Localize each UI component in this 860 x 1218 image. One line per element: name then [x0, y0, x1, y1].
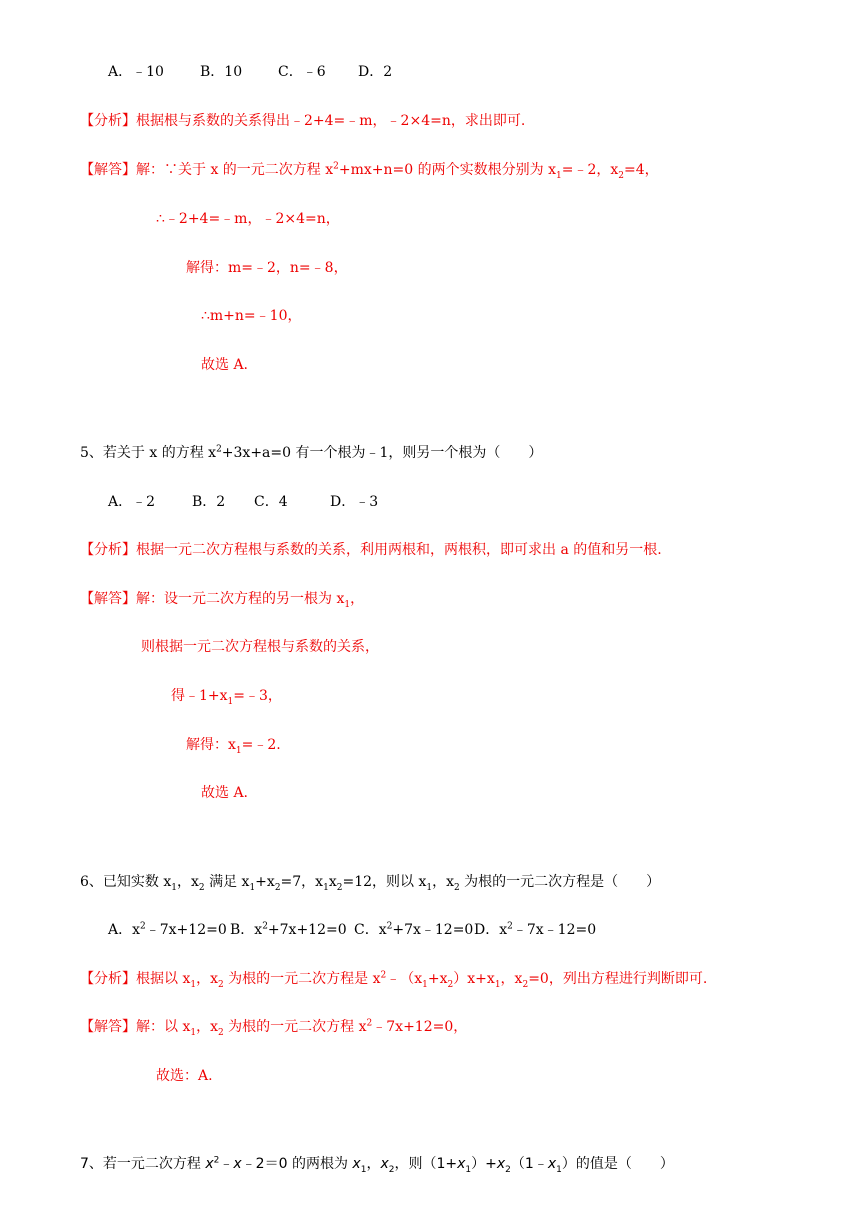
subscript: 1	[360, 1164, 367, 1175]
analysis-text: ，x	[500, 971, 523, 987]
answer-tag: 【解答】	[80, 162, 136, 178]
subscript: 1	[465, 1164, 472, 1175]
analysis-tag: 【分析】	[80, 542, 136, 558]
q4-option-d: D．2	[358, 64, 393, 80]
q5-answer	[80, 589, 364, 609]
answer-text: ，	[350, 591, 365, 607]
subscript: 2	[454, 882, 460, 893]
q6-option-c	[354, 920, 474, 940]
q5-option-c: C．4	[254, 494, 288, 510]
q4-options	[108, 62, 392, 82]
subscript: 1	[344, 599, 351, 610]
answer-text: ，x	[196, 1019, 218, 1035]
variable: x	[457, 1156, 466, 1172]
option-text: B．x	[230, 922, 263, 938]
step-text: 得﹣1+x	[171, 688, 228, 704]
answer-text: ﹣7x+12=0，	[372, 1019, 468, 1035]
q6-answer	[80, 1017, 467, 1037]
answer-text: 为根的一元二次方程 x	[223, 1019, 367, 1035]
subscript: 2	[336, 882, 343, 893]
q5-option-a: A．﹣2	[108, 494, 156, 510]
step-text: =﹣3，	[233, 688, 282, 704]
variable: x	[352, 1156, 361, 1172]
question-text: 5、若关于 x 的方程 x	[80, 445, 217, 461]
q4-option-a: A．﹣10	[108, 64, 164, 80]
analysis-text: ）x+x	[453, 971, 495, 987]
subscript: 1	[426, 882, 433, 893]
question-text: ，则（1+	[394, 1156, 458, 1172]
q6-option-a	[108, 920, 230, 940]
q4-step-3: ∴m+n=﹣10，	[201, 308, 302, 324]
q4-step-4: 故选 A.	[201, 357, 249, 373]
question-text: +x	[255, 874, 275, 890]
q5-question	[80, 443, 542, 463]
subscript: 1	[227, 696, 234, 707]
question-text: x	[328, 874, 337, 890]
superscript: 2	[140, 921, 146, 932]
q5-option-b: B．2	[192, 494, 226, 510]
q5-options	[108, 492, 378, 512]
superscript: 2	[366, 1018, 373, 1029]
q4-step-2: 解得：m=﹣2，n=﹣8，	[186, 260, 348, 276]
superscript: 2	[507, 921, 513, 932]
subscript: 2	[218, 1027, 224, 1038]
analysis-text: 根据一元二次方程根与系数的关系，利用两根和，两根积，即可求出 a 的值和另一根.	[136, 542, 662, 558]
variable: x	[380, 1156, 389, 1172]
variable: x	[547, 1156, 557, 1172]
variable: x	[205, 1156, 214, 1172]
subscript: 2	[388, 1164, 395, 1175]
superscript: 2	[380, 970, 387, 981]
answer-text: 解：∵关于 x 的一元二次方程 x	[136, 162, 334, 178]
analysis-text: +x	[427, 971, 448, 987]
q4-step-1: ∴﹣2+4=﹣m，﹣2×4=n，	[156, 211, 340, 227]
q6-analysis	[80, 969, 707, 989]
q7-question	[80, 1154, 674, 1174]
subscript: 1	[249, 882, 256, 893]
superscript: 2	[262, 921, 268, 932]
answer-tag: 【解答】	[80, 1019, 136, 1035]
option-text: D．x	[474, 922, 508, 938]
answer-text: +mx+n=0 的两个实数根分别为 x	[338, 162, 556, 178]
option-text: ﹣7x+12=0	[145, 922, 227, 938]
variable: x	[496, 1156, 506, 1172]
subscript: 1	[323, 882, 329, 893]
analysis-text: ，x	[196, 971, 218, 987]
subscript: 2	[522, 979, 529, 990]
option-text: A．x	[108, 922, 141, 938]
answer-tag: 【解答】	[80, 591, 136, 607]
answer-text: =4，	[624, 162, 659, 178]
option-text: +7x+12=0	[267, 922, 347, 938]
subscript: 1	[190, 1027, 197, 1038]
question-text: ，x	[432, 874, 454, 890]
question-text: ，x	[177, 874, 199, 890]
subscript: 2	[618, 170, 624, 181]
q4-answer	[80, 160, 659, 180]
subscript: 1	[494, 979, 501, 990]
variable: x	[233, 1156, 242, 1172]
question-text: =7，x	[280, 874, 324, 890]
q5-option-d: D．﹣3	[330, 494, 379, 510]
question-text: 6、已知实数 x	[80, 874, 172, 890]
q5-step-4: 故选 A.	[201, 785, 249, 801]
answer-text: 解：以 x	[136, 1019, 191, 1035]
question-text: 7、若一元二次方程	[80, 1156, 206, 1172]
answer-text: 解：设一元二次方程的另一根为 x	[136, 591, 345, 607]
q4-option-c: C．﹣6	[278, 64, 326, 80]
superscript: 2	[333, 161, 339, 172]
q6-option-d	[474, 920, 596, 940]
q6-step: 故选：A.	[156, 1068, 213, 1084]
subscript: 2	[218, 979, 224, 990]
q5-step-1: 则根据一元二次方程根与系数的关系，	[141, 639, 379, 655]
analysis-text: 根据根与系数的关系得出﹣2+4=﹣m，﹣2×4=n，求出即可.	[136, 113, 526, 129]
option-text: +7x﹣12=0	[392, 922, 474, 938]
q4-option-b: B．10	[200, 64, 243, 80]
subscript: 1	[190, 979, 197, 990]
question-text: 为根的一元二次方程是（ ）	[459, 874, 661, 890]
q6-option-b	[230, 920, 354, 940]
analysis-text: ﹣（x	[386, 971, 423, 987]
step-text: 解得：x	[186, 737, 236, 753]
q4-analysis	[80, 111, 525, 131]
superscript: 2	[216, 444, 222, 455]
question-text: 满足 x	[204, 874, 250, 890]
analysis-text: 为根的一元二次方程是 x	[223, 971, 381, 987]
superscript: 2	[213, 1155, 220, 1166]
q5-step-2	[171, 686, 282, 706]
option-text: C．x	[354, 922, 387, 938]
subscript: 1	[171, 882, 177, 893]
step-text: =﹣2.	[241, 737, 281, 753]
subscript: 2	[447, 979, 454, 990]
answer-text: =﹣2，x	[561, 162, 619, 178]
analysis-text: =0，列出方程进行判断即可.	[528, 971, 708, 987]
option-text: ﹣7x﹣12=0	[512, 922, 597, 938]
subscript: 1	[235, 745, 242, 756]
question-text: +3x+a=0 有一个根为﹣1，则另一个根为（ ）	[221, 445, 543, 461]
analysis-text: 根据以 x	[136, 971, 191, 987]
subscript: 2	[274, 882, 281, 893]
superscript: 2	[386, 921, 393, 932]
subscript: 1	[556, 1164, 562, 1175]
analysis-tag: 【分析】	[80, 113, 136, 129]
question-text: （1﹣	[510, 1156, 548, 1172]
q5-analysis	[80, 540, 662, 560]
subscript: 1	[422, 979, 428, 990]
subscript: 1	[555, 170, 562, 181]
question-text: =12，则以 x	[342, 874, 427, 890]
question-text: ）的值是（ ）	[561, 1156, 674, 1172]
question-text: ﹣	[219, 1156, 234, 1172]
q6-options	[108, 920, 596, 940]
subscript: 2	[505, 1164, 511, 1175]
question-text: ﹣2＝0 的两根为	[241, 1156, 353, 1172]
question-text: ，	[366, 1156, 381, 1172]
q5-step-3	[186, 735, 281, 755]
question-text: ）+	[471, 1156, 497, 1172]
analysis-tag: 【分析】	[80, 971, 136, 987]
q6-question	[80, 872, 660, 892]
subscript: 2	[198, 882, 205, 893]
